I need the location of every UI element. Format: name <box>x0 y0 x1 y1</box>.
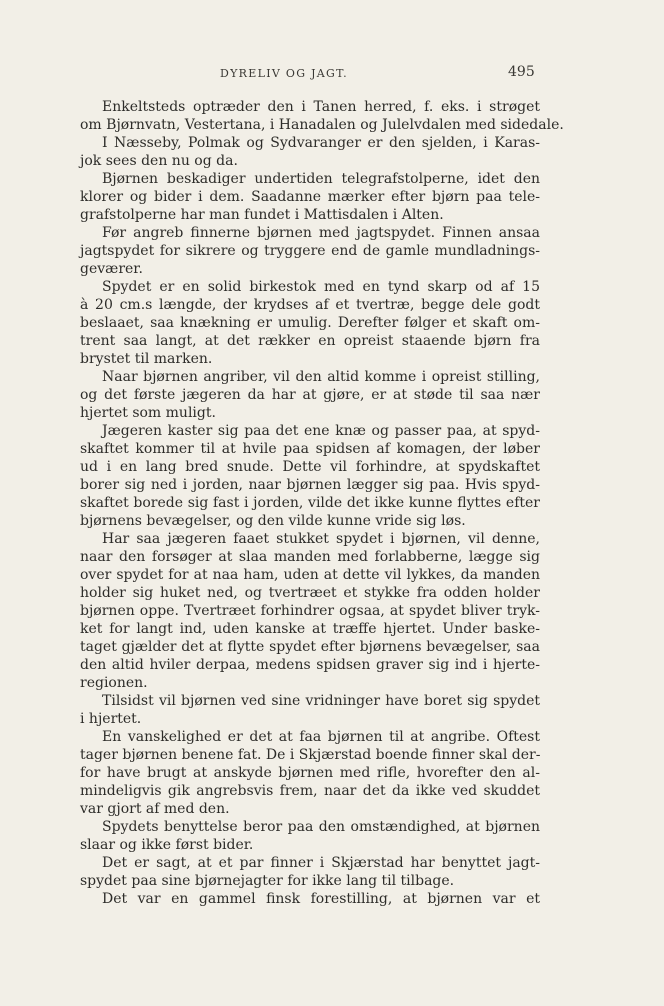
text-line: jok sees den nu og da. <box>80 153 238 169</box>
text-line: klorer og bider i dem. Saadanne mærker efter bjørn paa tele- <box>80 189 540 205</box>
text-line: Det er sagt, at et par finner i Skjærstad har benyttet jagt- <box>102 855 540 871</box>
text-line: om Bjørnvatn, Vestertana, i Hanadalen og Julelvdalen med sidedale. <box>80 117 564 133</box>
text-line: regionen. <box>80 675 148 691</box>
text-line: à 20 cm.s længde, der krydses af et tvertræ, begge dele godt <box>80 297 540 313</box>
text-line: skaftet kommer til at hvile paa spidsen af komagen, der løber <box>80 441 540 457</box>
text-line: jagtspydet for sikrere og tryggere end de gamle mundladnings- <box>80 243 540 259</box>
page-number: 495 <box>508 64 535 80</box>
text-line: borer sig ned i jorden, naar bjørnen lægger sig paa. Hvis spyd- <box>80 477 540 493</box>
text-line: I Næsseby, Polmak og Sydvaranger er den sjelden, i Karas- <box>102 135 540 151</box>
body-text <box>80 98 564 908</box>
text-line: Jægeren kaster sig paa det ene knæ og passer paa, at spyd- <box>102 423 540 439</box>
text-line: Har saa jægeren faaet stukket spydet i bjørnen, vil denne, <box>102 531 540 547</box>
text-line: Enkeltsteds optræder den i Tanen herred, f. eks. i strøget <box>102 99 540 115</box>
text-line: var gjort af med den. <box>80 801 230 817</box>
text-line: bjørnen oppe. Tvertræet forhindrer ogsaa, at spydet bliver tryk- <box>80 603 540 619</box>
text-line: En vanskelighed er det at faa bjørnen til at angribe. Oftest <box>102 729 540 745</box>
text-line: grafstolperne har man fundet i Mattisdalen i Alten. <box>80 207 444 223</box>
text-line: Før angreb finnerne bjørnen med jagtspydet. Finnen ansaa <box>102 225 540 241</box>
text-line: slaar og ikke først bider. <box>80 837 254 853</box>
text-line: tager bjørnen benene fat. De i Skjærstad boende finner skal der- <box>80 747 541 763</box>
text-line: trent saa langt, at det rækker en opreist staaende bjørn fra <box>80 333 540 349</box>
text-line: Det var en gammel finsk forestilling, at bjørnen var et <box>102 891 540 907</box>
text-line: holder sig huket ned, og tvertræet et stykke fra odden holder <box>80 585 540 601</box>
page-header <box>0 64 664 84</box>
text-line: ket for langt ind, uden kanske at træffe hjertet. Under baske- <box>80 621 540 637</box>
text-line: ud i en lang bred snude. Dette vil forhindre, at spydskaftet <box>80 459 540 475</box>
text-line: over spydet for at naa ham, uden at dette vil lykkes, da manden <box>80 567 540 583</box>
text-line: skaftet borede sig fast i jorden, vilde det ikke kunne flyttes efter <box>80 495 540 511</box>
text-line: i hjertet. <box>80 711 142 727</box>
text-line: beslaaet, saa knækning er umulig. Derefter følger et skaft om- <box>80 315 540 331</box>
text-line: brystet til marken. <box>80 351 213 367</box>
text-line: naar den forsøger at slaa manden med forlabberne, lægge sig <box>80 549 540 565</box>
text-line: Spydet er en solid birkestok med en tynd skarp od af 15 <box>102 279 540 295</box>
text-line: for have brugt at anskyde bjørnen med rifle, hvorefter den al- <box>80 765 540 781</box>
text-line: Bjørnen beskadiger undertiden telegrafstolperne, idet den <box>102 171 540 187</box>
text-line: mindeligvis gik angrebsvis frem, naar det da ikke ved skuddet <box>80 783 540 799</box>
text-line: Naar bjørnen angriber, vil den altid komme i opreist stilling, <box>102 369 540 385</box>
text-line: spydet paa sine bjørnejagter for ikke lang til tilbage. <box>80 873 455 889</box>
text-line: den altid hviler derpaa, medens spidsen graver sig ind i hjerte- <box>80 657 540 673</box>
text-line: bjørnens bevægelser, og den vilde kunne vride sig løs. <box>80 513 466 529</box>
text-line: taget gjælder det at flytte spydet efter bjørnens bevægelser, saa <box>80 639 540 655</box>
text-line: geværer. <box>80 261 143 277</box>
text-line: Tilsidst vil bjørnen ved sine vridninger have boret sig spydet <box>102 693 540 709</box>
text-line: hjertet som muligt. <box>80 405 216 421</box>
text-line: og det første jægeren da har at gjøre, er at støde til saa nær <box>80 387 540 403</box>
running-head: DYRELIV OG JAGT. <box>220 67 348 80</box>
text-line: Spydets benyttelse beror paa den omstændighed, at bjørnen <box>102 819 540 835</box>
